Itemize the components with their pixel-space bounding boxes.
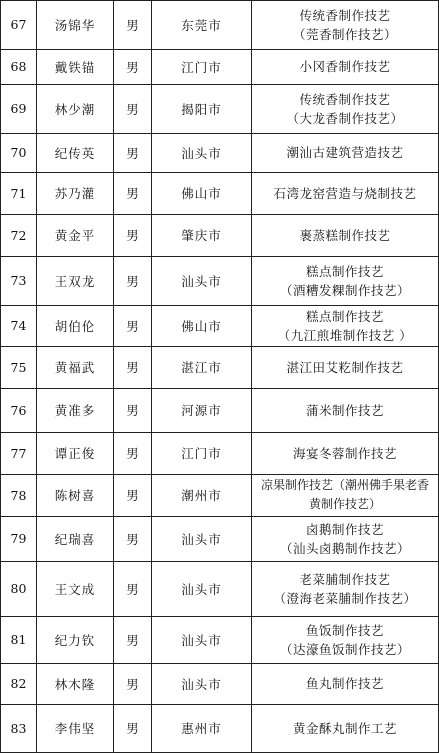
gender-cell: 男: [114, 474, 152, 516]
row-number: 70: [0, 133, 37, 172]
row-number: 67: [0, 0, 37, 49]
inheritor-name: 黄准多: [37, 388, 114, 432]
inheritor-name: 林木隆: [37, 663, 114, 704]
city-cell: 汕头市: [152, 133, 252, 172]
heritage-item-line: 黄金酥丸制作工艺: [292, 720, 397, 736]
inheritor-name: 戴铁锚: [37, 49, 114, 84]
inheritor-name: 纪瑞喜: [37, 516, 114, 561]
city-cell: 东莞市: [152, 0, 252, 49]
inheritor-name: 林少潮: [37, 84, 114, 133]
heritage-item-line: 糕点制作技艺: [305, 308, 384, 324]
heritage-item-line: 裹蒸糕制作技艺: [299, 227, 391, 243]
inheritor-name: 李伟坚: [37, 704, 114, 752]
table-row: [0, 704, 439, 753]
heritage-item-line: （莞香制作技艺）: [292, 26, 397, 42]
heritage-item-line: 鱼丸制作技艺: [305, 676, 384, 691]
gender-cell: 男: [114, 561, 152, 616]
city-cell: 汕头市: [152, 516, 252, 561]
heritage-item-line: 海宴冬蓉制作技艺: [292, 445, 397, 461]
heritage-item-cell: [252, 388, 439, 432]
inheritor-name: 胡伯伦: [37, 305, 114, 346]
city-cell: 湛江市: [152, 346, 252, 388]
city-cell: 汕头市: [152, 616, 252, 663]
gender-cell: 男: [114, 214, 152, 256]
heritage-item-cell: [252, 256, 439, 305]
city-cell: 汕头市: [152, 561, 252, 616]
heritage-item-line: 小冈香制作技艺: [299, 59, 391, 74]
table-row: [0, 49, 439, 85]
row-number: 82: [0, 663, 37, 704]
heritage-item-cell: [252, 0, 439, 49]
inheritor-name: 王双龙: [37, 256, 114, 305]
heritage-item-line: 凉果制作技艺（潮州佛手果老香: [260, 478, 429, 492]
row-number: 69: [0, 84, 37, 133]
heritage-item-line: 黄制作技艺）: [308, 497, 381, 511]
heritage-item-cell: [252, 305, 439, 346]
table-row: [0, 256, 439, 306]
city-cell: 江门市: [152, 432, 252, 474]
heritage-item-cell: [252, 616, 439, 663]
table-row: [0, 214, 439, 257]
table-row: [0, 474, 439, 517]
row-number: 71: [0, 172, 37, 214]
heritage-item-line: 湛江田艾籺制作技艺: [286, 359, 404, 375]
heritage-item-line: （达濠鱼饭制作技艺）: [279, 641, 410, 657]
heritage-item-cell: [252, 172, 439, 214]
city-cell: 河源市: [152, 388, 252, 432]
table-row: [0, 663, 439, 705]
row-number: 75: [0, 346, 37, 388]
table-row: [0, 616, 439, 664]
heritage-item-cell: [252, 49, 439, 84]
heritage-item-cell: [252, 346, 439, 388]
heritage-item-line: （酒糟发粿制作技艺）: [279, 282, 410, 298]
heritage-item-cell: [252, 663, 439, 704]
city-cell: 汕头市: [152, 663, 252, 704]
gender-cell: 男: [114, 172, 152, 214]
gender-cell: 男: [114, 49, 152, 84]
city-cell: 惠州市: [152, 704, 252, 752]
row-number: 68: [0, 49, 37, 84]
gender-cell: 男: [114, 704, 152, 752]
table-row: [0, 561, 439, 617]
table-row: [0, 516, 439, 562]
city-cell: 佛山市: [152, 172, 252, 214]
heritage-item-cell: [252, 561, 439, 616]
inheritor-name: 陈树喜: [37, 474, 114, 516]
row-number: 73: [0, 256, 37, 305]
heritage-item-line: （大龙香制作技艺）: [286, 110, 404, 126]
city-cell: 潮州市: [152, 474, 252, 516]
heritage-item-line: 卤鹅制作技艺: [305, 521, 384, 537]
city-cell: 江门市: [152, 49, 252, 84]
heritage-item-line: 潮汕古建筑营造技艺: [286, 145, 404, 160]
table-row: [0, 0, 439, 50]
inheritor-name: 纪力钦: [37, 616, 114, 663]
city-cell: 佛山市: [152, 305, 252, 346]
inheritor-name: 谭正俊: [37, 432, 114, 474]
gender-cell: 男: [114, 305, 152, 346]
heritage-item-cell: [252, 704, 439, 752]
row-number: 76: [0, 388, 37, 432]
inheritor-name: 纪传英: [37, 133, 114, 172]
gender-cell: 男: [114, 516, 152, 561]
table-row: [0, 84, 439, 134]
gender-cell: 男: [114, 133, 152, 172]
row-number: 79: [0, 516, 37, 561]
row-number: 80: [0, 561, 37, 616]
inheritor-name: 王文成: [37, 561, 114, 616]
heritage-item-line: 蒲米制作技艺: [305, 402, 384, 418]
city-cell: 汕头市: [152, 256, 252, 305]
heritage-item-line: 鱼饭制作技艺: [305, 622, 384, 638]
gender-cell: 男: [114, 388, 152, 432]
row-number: 81: [0, 616, 37, 663]
table-row: [0, 432, 439, 475]
gender-cell: 男: [114, 616, 152, 663]
city-cell: 揭阳市: [152, 84, 252, 133]
heritage-item-line: （九江煎堆制作技艺 ）: [277, 327, 413, 343]
heritage-item-line: 老菜脯制作技艺: [299, 571, 391, 587]
row-number: 77: [0, 432, 37, 474]
row-number: 78: [0, 474, 37, 516]
heritage-item-line: 糕点制作技艺: [305, 263, 384, 279]
gender-cell: 男: [114, 346, 152, 388]
heritage-item-cell: [252, 84, 439, 133]
heritage-item-line: （汕头卤鹅制作技艺）: [279, 540, 410, 556]
inheritor-name: 黄金平: [37, 214, 114, 256]
heritage-item-cell: [252, 474, 439, 516]
gender-cell: 男: [114, 256, 152, 305]
heritage-item-cell: [252, 516, 439, 561]
heritage-item-line: 石湾龙窑营造与烧制技艺: [273, 185, 417, 201]
gender-cell: 男: [114, 432, 152, 474]
table-row: [0, 133, 439, 173]
table-row: [0, 388, 439, 433]
heritage-item-line: 传统香制作技艺: [299, 91, 391, 107]
heritage-item-line: 传统香制作技艺: [299, 7, 391, 23]
row-number: 83: [0, 704, 37, 752]
city-cell: 肇庆市: [152, 214, 252, 256]
heritage-item-cell: [252, 432, 439, 474]
gender-cell: 男: [114, 84, 152, 133]
row-number: 74: [0, 305, 37, 346]
inheritor-name: 苏乃灌: [37, 172, 114, 214]
gender-cell: 男: [114, 663, 152, 704]
table-row: [0, 172, 439, 215]
heritage-item-cell: [252, 214, 439, 256]
heritage-item-cell: [252, 133, 439, 172]
gender-cell: 男: [114, 0, 152, 49]
heritage-item-line: （澄海老菜脯制作技艺）: [273, 590, 417, 606]
inheritor-name: 汤锦华: [37, 0, 114, 49]
row-number: 72: [0, 214, 37, 256]
table-row: [0, 305, 439, 347]
table-row: [0, 346, 439, 389]
inheritor-name: 黄福武: [37, 346, 114, 388]
